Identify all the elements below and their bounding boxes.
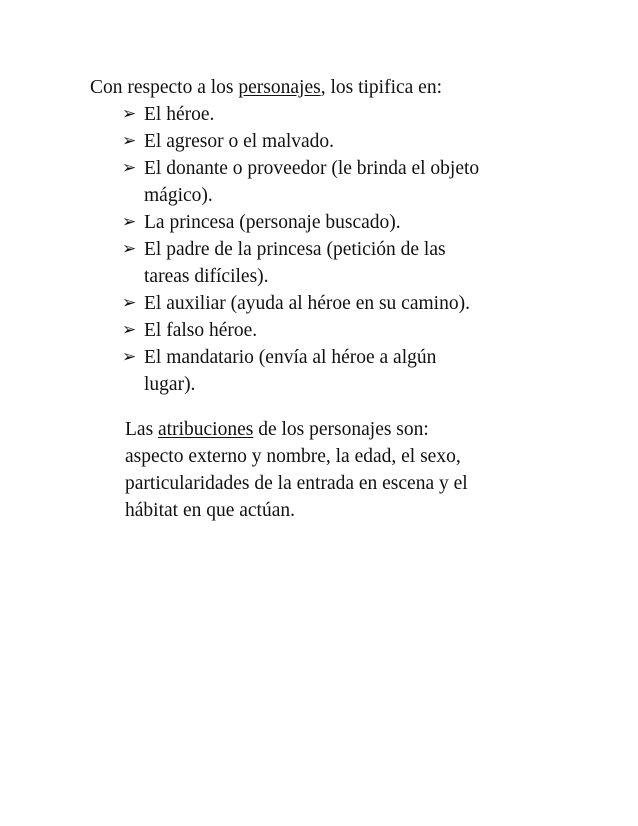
arrow-bullet-icon: ➢ [122, 104, 137, 124]
list-item [122, 317, 562, 344]
paragraph-line: aspecto externo y nombre, la edad, el sexo, [125, 446, 461, 467]
arrow-bullet-icon: ➢ [122, 239, 137, 259]
list-item-text [144, 236, 562, 290]
arrow-bullet-icon: ➢ [122, 212, 137, 232]
arrow-bullet-icon: ➢ [122, 158, 137, 178]
list-item [122, 128, 562, 155]
list-item-text: El agresor o el malvado. [144, 131, 335, 152]
paragraph-line: hábitat en que actúan. [125, 500, 296, 521]
intro-text-after: , los tipifica en: [320, 77, 443, 98]
list-item [122, 344, 562, 398]
list-item [122, 101, 562, 128]
paragraph-text-after: de los personajes son: [253, 419, 429, 440]
paragraph-line: particularidades de la entrada en escena y el [125, 473, 468, 494]
atribuciones-term: atribuciones [158, 419, 254, 440]
arrow-bullet-icon: ➢ [122, 131, 137, 151]
list-item-text: El héroe. [144, 104, 215, 125]
list-item [122, 290, 562, 317]
personajes-term: personajes [238, 77, 321, 98]
list-item-text: El falso héroe. [144, 320, 258, 341]
list-item [122, 209, 562, 236]
arrow-bullet-icon: ➢ [122, 347, 137, 367]
list-item-text [144, 155, 562, 209]
list-item [122, 155, 562, 209]
list-item [122, 236, 562, 290]
intro-text-before: Con respecto a los [90, 77, 239, 98]
intro-line [90, 74, 442, 101]
list-item-line: mágico). [144, 185, 213, 206]
list-item-line: tareas difíciles). [144, 266, 269, 287]
arrow-bullet-icon: ➢ [122, 320, 137, 340]
arrow-bullet-icon: ➢ [122, 293, 137, 313]
attributes-paragraph [125, 416, 555, 524]
list-item-line: lugar). [144, 374, 196, 395]
list-item-line: El padre de la princesa (petición de las [144, 239, 446, 260]
list-item-line: El mandatario (envía al héroe a algún [144, 347, 437, 368]
paragraph-text-before: Las [125, 419, 159, 440]
list-item-text: La princesa (personaje buscado). [144, 212, 401, 233]
list-item-text [144, 344, 562, 398]
list-item-line: El donante o proveedor (le brinda el objeto [144, 158, 480, 179]
list-item-text: El auxiliar (ayuda al héroe en su camino). [144, 293, 470, 314]
character-types-list [122, 101, 562, 398]
